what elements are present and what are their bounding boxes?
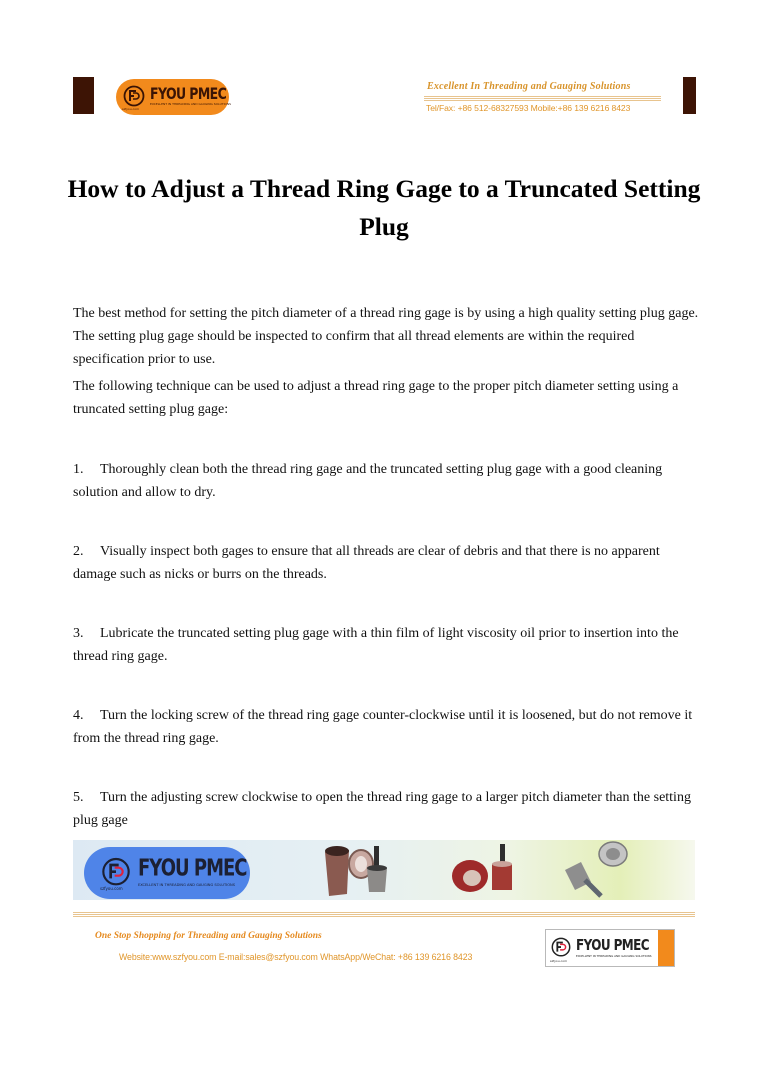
step-text: Visually inspect both gages to ensure that all threads are clear of debris and that there is no apparent damage such as nicks or burrs on the threads. — [73, 544, 660, 582]
step-item-2 — [73, 540, 703, 586]
step-item-1 — [73, 458, 703, 504]
footer-tagline: One Stop Shopping for Threading and Gauging Solutions — [95, 931, 322, 941]
step-text: Turn the locking screw of the thread ring gage counter-clockwise until it is loosened, but do not remove it from the thread ring gage. — [73, 708, 693, 746]
footer-divider — [73, 912, 695, 913]
header-contact-info: Tel/Fax: +86 512-68327593 Mobile:+86 139 6216 8423 — [426, 103, 631, 113]
header-divider — [424, 100, 661, 101]
header-divider — [424, 96, 661, 97]
step-text: Turn the adjusting screw clockwise to open the thread ring gage to a larger pitch diameter than the setting plug gage — [73, 790, 691, 828]
document-title: How to Adjust a Thread Ring Gage to a Truncated Setting Plug — [67, 174, 701, 241]
banner-logo-subtitle: EXCELLENT IN THREADING AND GAUGING SOLUTIONS — [138, 882, 236, 887]
footer-logo-url: szfyou.com — [550, 959, 568, 963]
logo-subtitle: EXCELLENT IN THREADING AND GAUGING SOLUTIONS — [150, 102, 231, 106]
step-number: 3. — [73, 626, 84, 641]
step-number: 2. — [73, 544, 84, 559]
fp-logo-icon — [100, 857, 132, 889]
step-item-4 — [73, 704, 703, 750]
step-item-5 — [73, 786, 703, 832]
intro-paragraph-1: The best method for setting the pitch diameter of a thread ring gage is by using a high quality setting plug gage. The setting plug gage should be inspected to confirm that all thread elements are within the required specification prior to use. — [73, 306, 699, 367]
thread-ring-gage-image — [323, 844, 393, 900]
product-banner — [73, 840, 695, 900]
footer-logo-name: FYOU PMEC — [576, 935, 649, 954]
step-number: 4. — [73, 708, 84, 723]
logo-url: szfyou.com — [122, 107, 140, 111]
footer-contact-info: Website:www.szfyou.com E-mail:sales@szfyou.com WhatsApp/WeChat: +86 139 6216 8423 — [119, 952, 473, 962]
banner-logo-name: FYOU PMEC — [138, 854, 247, 882]
header-accent-bar-left — [73, 77, 94, 114]
footer-divider — [73, 916, 695, 917]
footer-logo-accent — [658, 930, 674, 966]
footer-company-logo — [545, 929, 675, 967]
intro-paragraph-2: The following technique can be used to adjust a thread ring gage to the proper pitch diameter setting using a truncated setting plug gage: — [73, 379, 679, 417]
fp-logo-icon — [550, 937, 572, 959]
footer-logo-subtitle: EXCELLENT IN THREADING AND GAUGING SOLUTIONS — [576, 953, 652, 958]
step-number: 5. — [73, 790, 84, 805]
header-divider — [424, 98, 661, 99]
footer-divider — [73, 914, 695, 915]
plug-and-ring-set-image — [561, 840, 641, 900]
header-accent-bar-right — [683, 77, 696, 114]
logo-name: FYOU PMEC — [150, 84, 227, 103]
step-text: Lubricate the truncated setting plug gage with a thin film of light viscosity oil prior to insertion into the thread ring gage. — [73, 626, 679, 664]
header-tagline: Excellent In Threading and Gauging Solutions — [427, 81, 631, 92]
step-item-3 — [73, 622, 703, 668]
ring-and-plug-gage-image — [448, 842, 528, 900]
step-number: 1. — [73, 462, 84, 477]
step-text: Thoroughly clean both the thread ring gage and the truncated setting plug gage with a good cleaning solution and allow to dry. — [73, 462, 663, 500]
banner-company-logo — [84, 847, 250, 899]
header-company-logo — [116, 79, 229, 115]
banner-logo-url: szfyou.com — [100, 886, 123, 891]
fp-logo-icon — [122, 85, 146, 109]
